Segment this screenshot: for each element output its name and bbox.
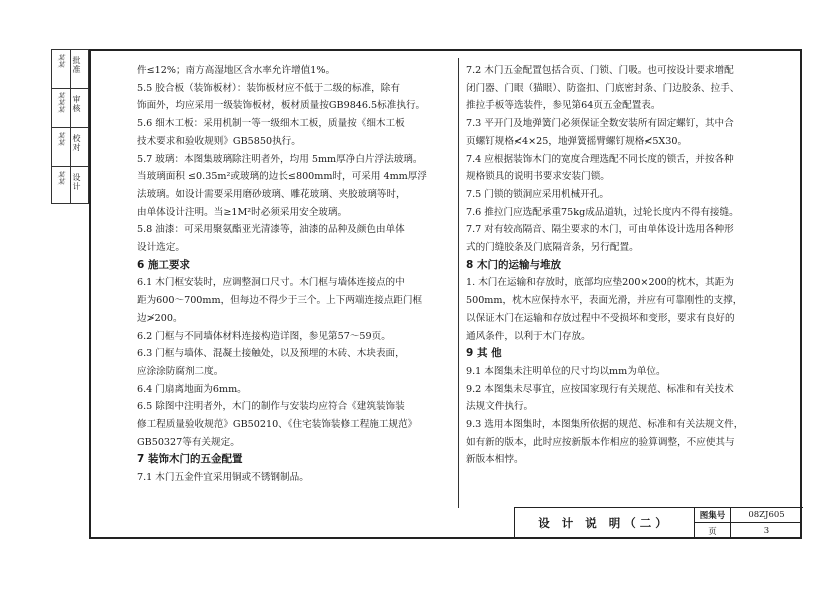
text-line: 6.3 门框与墙体、混凝土接触处，以及预埋的木砖、木块表面， (137, 348, 405, 360)
text-line: 设计选定。 (137, 242, 185, 254)
text-line: 7.6 推拉门应选配承重75kg成品道轨，过轮长度内不得有接缝。 (466, 206, 739, 218)
sidebar-label-review: 审核 (72, 95, 81, 113)
signature: 某某 (57, 171, 65, 185)
section-heading: 9 其 他 (466, 347, 502, 360)
text-line: 规格锁具的说明书要求安装门锁。 (466, 171, 610, 183)
text-line: 由单体设计注明。当≥1M²时必须采用安全玻璃。 (137, 206, 348, 218)
text-line: 件≤12%；南方高湿地区含水率允许增值1%。 (137, 65, 336, 76)
text-line: 9.2 本图集未尽事宜，应按国家现行有关规范、标准和有关技术 (466, 383, 734, 395)
page-label: 页 (695, 523, 731, 538)
text-line: 9.1 本图集未注明单位的尺寸均以mm为单位。 (466, 365, 666, 377)
sidebar-label-proofread: 校对 (72, 134, 81, 152)
approval-sidebar (51, 49, 89, 204)
text-line: 7.5 门锁的锁洞应采用机械开孔。 (466, 188, 610, 200)
drawing-title: 设 计 说 明（二） (515, 508, 695, 538)
sidebar-divider (52, 88, 88, 89)
section-heading: 6 施工要求 (137, 258, 190, 271)
text-line: 5.7 玻璃：本图集玻璃除注明者外，均用 5mm厚净白片浮法玻璃。 (137, 153, 423, 165)
text-line: 7.4 应根据装饰木门的宽度合理选配不同长度的锁舌，并按各种 (466, 153, 734, 165)
text-line: 法玻璃。如设计需要采用磨砂玻璃、雕花玻璃、夹胶玻璃等时， (137, 188, 406, 200)
sidebar-label-approve: 批准 (72, 56, 81, 74)
text-line: 通风条件，以利于木门存放。 (466, 330, 591, 342)
atlas-number-label: 图集号 (695, 508, 731, 523)
text-line: 页螺钉规格≮4×25，地弹簧摇臂螺钉规格≮5X30。 (466, 135, 688, 147)
title-block (514, 507, 803, 539)
sidebar-divider (52, 166, 88, 167)
right-text-column (466, 62, 796, 469)
text-line: 5.8 油漆：可采用聚氨酯亚光清漆等，油漆的品种及颜色由单体 (137, 224, 405, 236)
text-line: 6.5 除图中注明者外，木门的制作与安装均应符合《建筑装饰装 (137, 401, 405, 413)
text-line: GB50327等有关规定。 (137, 436, 240, 448)
left-text-column (137, 62, 450, 487)
text-line: 以保证木门在运输和存放过程中不受损坏和变形，要求有良好的 (466, 312, 735, 324)
text-line: 6.1 木门框安装时，应调整洞口尺寸。木门框与墙体连接点的中 (137, 277, 405, 289)
page-number: 3 (763, 525, 770, 536)
signature: 某某某 (57, 92, 65, 113)
text-line: 如有新的版本，此时应按新版本作相应的验算调整，不应使其与 (466, 436, 735, 448)
text-line: 1. 木门在运输和存放时，底部均应垫200×200的枕木，其距为 (466, 277, 734, 289)
text-line: 技术要求和验收规则》GB5850执行。 (137, 135, 301, 147)
text-line: 6.4 门扇离地面为6mm。 (137, 383, 247, 395)
section-heading: 8 木门的运输与堆放 (466, 258, 561, 271)
text-line: 闭门器、门眼（猫眼）、防盗扣、门底密封条、门边胶条、拉手、 (466, 82, 740, 94)
column-divider (458, 58, 459, 508)
text-line: 7.2 木门五金配置包括合页、门锁、门吸。也可按设计要求增配 (466, 65, 734, 76)
sidebar-label-design: 设计 (72, 173, 81, 191)
approval-table (51, 49, 89, 204)
atlas-number-value: 08ZJ605 (731, 508, 802, 523)
text-line: 法规文件执行。 (466, 401, 534, 413)
section-heading: 7 装饰木门的五金配置 (137, 453, 243, 466)
text-line: 距为600～700mm，但每边不得少于三个。上下两端连接点距门框 (137, 295, 423, 307)
text-line: 新版本相悖。 (466, 454, 524, 466)
text-line: 当玻璃面积 ≤0.35m²或玻璃的边长≤800mm时，可采用 4mm厚浮 (137, 171, 427, 183)
text-line: 修工程质量验收规范》GB50210、《住宅装饰装修工程施工规范》 (137, 419, 418, 431)
text-line: 7.3 平开门及地弹簧门必须保证全数安装所有固定螺钉，其中合 (466, 118, 734, 130)
signature: 某某 (57, 54, 65, 68)
sidebar-divider (52, 127, 88, 128)
text-line: 500mm，枕木应保持水平，表面光滑，并应有可靠刚性的支撑， (466, 295, 743, 307)
text-line: 7.1 木门五金件宜采用铜或不锈钢制品。 (137, 472, 309, 484)
text-line: 5.6 细木工板：采用机制一等一级细木工板，质量按《细木工板 (137, 118, 405, 130)
text-line: 推拉手板等选装件，参见第64页五金配置表。 (466, 100, 661, 112)
text-line: 式的门缝胶条及门底隔音条，另行配置。 (466, 242, 639, 254)
text-line: 7.7 对有较高隔音、隔尘要求的木门，可由单体设计选用各种形 (466, 224, 734, 236)
text-line: 6.2 门框与不同墙体材料连接构造详图，参见第57～59页。 (137, 330, 391, 342)
text-line: 边≯200。 (137, 312, 183, 324)
signature: 某某 (57, 132, 65, 146)
text-line: 应涂涂防腐剂二度。 (137, 365, 224, 377)
text-line: 饰面外，均应采用一级装饰板材，板材质量按GB9846.5标准执行。 (137, 100, 426, 112)
text-line: 9.3 选用本图集时，本图集所依据的规范、标准和有关法规文件， (466, 419, 744, 431)
text-line: 5.5 胶合板（装饰板材）：装饰板材应不低于二级的标准，除有 (137, 82, 400, 94)
